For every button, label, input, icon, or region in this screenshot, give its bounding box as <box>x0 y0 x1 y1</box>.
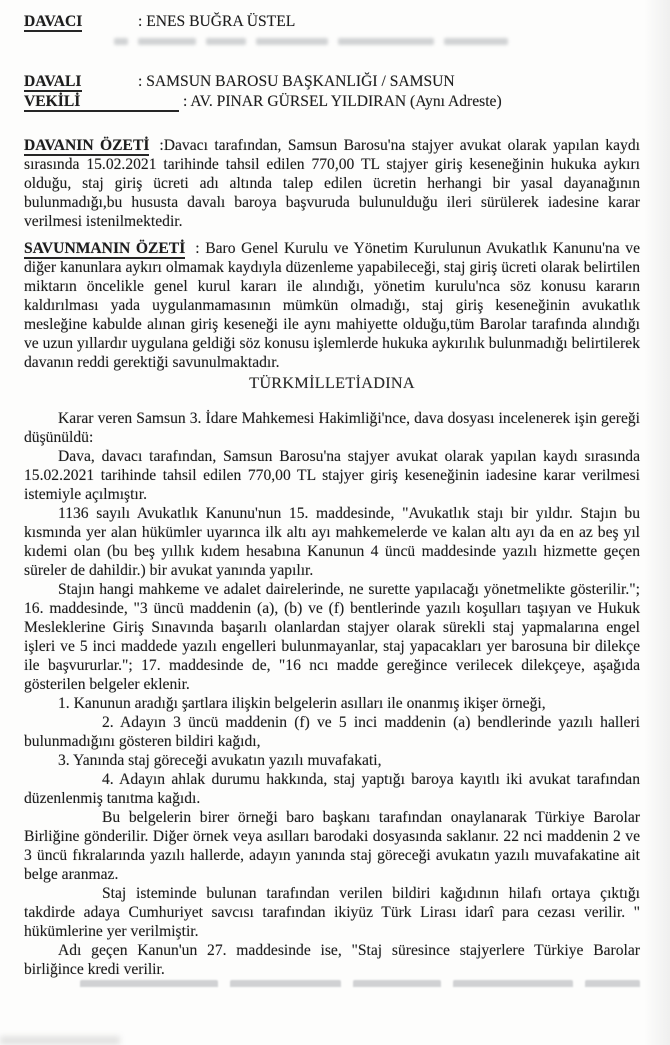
party-line-vekili <box>24 92 640 112</box>
paragraph-staj-isteminde: Staj isteminde bulunan tarafından verilen bildiri kağıdının hilafı ortaya çıktığı takdirde adaya Cumhuriyet savcısı tarafından ikiyüz Türk Lirası idarî para cezası verilir. " hükümlerine yer verilmiştir. <box>24 885 640 940</box>
section-davanin-ozeti <box>24 136 640 231</box>
vekili-value: : AV. PINAR GÜRSEL YILDIRAN (Aynı Adreste) <box>183 93 502 110</box>
savunmanin-ozeti-label: SAVUNMANIN ÖZETİ <box>24 240 186 257</box>
davaci-label: DAVACI <box>24 13 83 30</box>
redacted-address-line <box>114 32 640 51</box>
faint-text-smudge <box>230 980 341 987</box>
faint-text-smudge <box>453 980 573 987</box>
list-item-3: 3. Yanında staj göreceği avukatın yazılı muvafakati, <box>58 752 382 769</box>
davanin-ozeti-body: :Davacı tarafından, Samsun Barosu'na stajyer avukat olarak yapılan kaydı sırasında 15.02.2021 tarihinde tahsil edilen 770,00 TL stajyer giriş keseneğinin hukuka aykırı olduğu, staj giriş ücreti adı altında talep edilen ücretin herhangi bir yasal dayanağının bulunmadığı,bu hususta davalı baroya başvuruda bulunulduğu ileri sürülerek iadesine karar verilmesi istenilmektedir. <box>24 137 640 230</box>
paragraph-bu-belgelerin: Bu belgelerin birer örneği baro başkanı tarafından onaylanarak Türkiye Barolar Birliğine gönderilir. Diğer örnek veya asılları barodaki dosyasında saklanır. 22 nci maddenin 2 ve 3 üncü fıkralarında yazılı hallerde, adayın yanında staj göreceği avukatın yazılı muvafakatine ait belge aranmaz. <box>24 809 640 883</box>
paragraph-kanun-madde-27: Adı geçen Kanun'un 27. maddesinde ise, "Staj süresince stajyerlere Türkiye Barolar birliğince kredi verilir. <box>24 942 640 978</box>
redaction-smudge <box>138 38 196 45</box>
faint-text-smudge <box>353 980 441 987</box>
paragraph-kanun-madde-15: 1136 sayılı Avukatlık Kanunu'nun 15. maddesinde, "Avukatlık stajı bir yıldır. Stajın bu kısmında yer alan hükümler uyarınca ilk altı ayı mahkemelerde ve kalan altı ayı da en az beş yıl kıdemi olan (bu beş yıllık kıdem hesabına Kanunun 4 üncü maddesinde yazılı hizmette geçen süreler de dahildir.) bir avukat yanında yapılır. <box>24 505 640 579</box>
party-line-davaci <box>24 12 640 32</box>
redaction-smudge <box>206 38 246 45</box>
list-item-2: 2. Adayın 3 üncü maddenin (f) ve 5 inci maddenin (a) bendlerinde yazılı halleri bulunmadığını gösteren bildiri kağıdı, <box>24 714 640 750</box>
davali-label-cell <box>24 72 138 92</box>
redaction-smudge <box>338 38 434 45</box>
davanin-ozeti-label: DAVANIN ÖZETİ <box>24 137 150 154</box>
redaction-smudge <box>444 38 508 45</box>
section-savunmanin-ozeti <box>24 239 640 372</box>
list-item-4: 4. Adayın ahlak durumu hakkında, staj yaptığı baroya kayıtlı iki avukat tarafından düzenlenmiş tanıtma kağıdı. <box>24 771 640 807</box>
faint-text-smudge <box>585 980 640 987</box>
scan-artifact-right-band <box>644 0 670 1045</box>
davaci-label-cell <box>24 12 138 32</box>
davali-value: : SAMSUN BAROSU BAŞKANLIĞI / SAMSUN <box>138 73 455 90</box>
savunmanin-ozeti-body: : Baro Genel Kurulu ve Yönetim Kurulunun Avukatlık Kanunu'na ve diğer kanunlara aykırı olmamak kaydıyla düzenleme yapabileceği, staj giriş ücreti olarak belirtilen miktarın öncelikle genel kurul kararı ile alındığı, yönetim kurulu'nca söz konusu kararın kaldırılması yada uygulanmamasının mümkün olmadığı, staj giriş keseneğinin avukatlık mesleğine kabulde alınan giriş keseneği ile aynı mahiyette olduğu,tüm Barolar tarafında alındığı ve uzun yıllardır uygulana geldiği söz konusu işlemlerde hukuka aykırılık bulunmadığı belirtilerek davanın reddi gerektiği savunulmaktadır. <box>24 240 640 371</box>
faint-text-smudge <box>80 980 218 987</box>
scan-artifact-bottom-smudge <box>0 1036 120 1045</box>
vekili-label-cell <box>24 92 183 112</box>
paragraph-kanun-madde-16-17: Stajın hangi mahkeme ve adalet dairelerinde, ne surette yapılacağı yönetmelikte gösterilir."; 16. maddesinde, "3 üncü maddenin (a), (b) ve (f) bentlerinde yazılı koşulları taşıyan ve Hukuk Mesleklerine Giriş Sınavında başarılı olanlardan stajyer olarak sürekli staj yapmalarına engel işleri ve 5 inci maddede yazılı engelleri bulunmayanlar, staj yapacakları yer barosuna bir dilekçe ile başvururlar."; 17. maddesinde de, "16 ncı madde gereğince verilecek dilekçeye, aşağıda gösterilen belgeler eklenir. <box>24 581 640 693</box>
list-item-1: 1. Kanunun aradığı şartlara ilişkin belgelerin asılları ile onanmış ikişer örneği, <box>58 695 546 712</box>
davali-label: DAVALI <box>24 73 82 90</box>
davaci-value: : ENES BUĞRA ÜSTEL <box>138 13 296 30</box>
party-line-davali <box>24 72 640 92</box>
cut-off-text-line <box>24 980 640 987</box>
heading-turk-milleti-adina: TÜRKMİLLETİADINA <box>249 374 415 392</box>
redaction-smudge <box>114 38 128 45</box>
redaction-smudge <box>256 38 328 45</box>
vekili-label: VEKİLİ <box>24 94 179 112</box>
paragraph-karar-veren: Karar veren Samsun 3. İdare Mahkemesi Hakimliği'nce, dava dosyası incelenerek işin gereği düşünüldü: <box>24 410 640 446</box>
paragraph-dava-ozet: Dava, davacı tarafından, Samsun Barosu'na stajyer avukat olarak yapılan kaydı sırasında 15.02.2021 tarihinde tahsil edilen 770,00 TL stajyer giriş keseneğinin iadesine karar verilmesi istemiyle açılmıştır. <box>24 448 640 503</box>
